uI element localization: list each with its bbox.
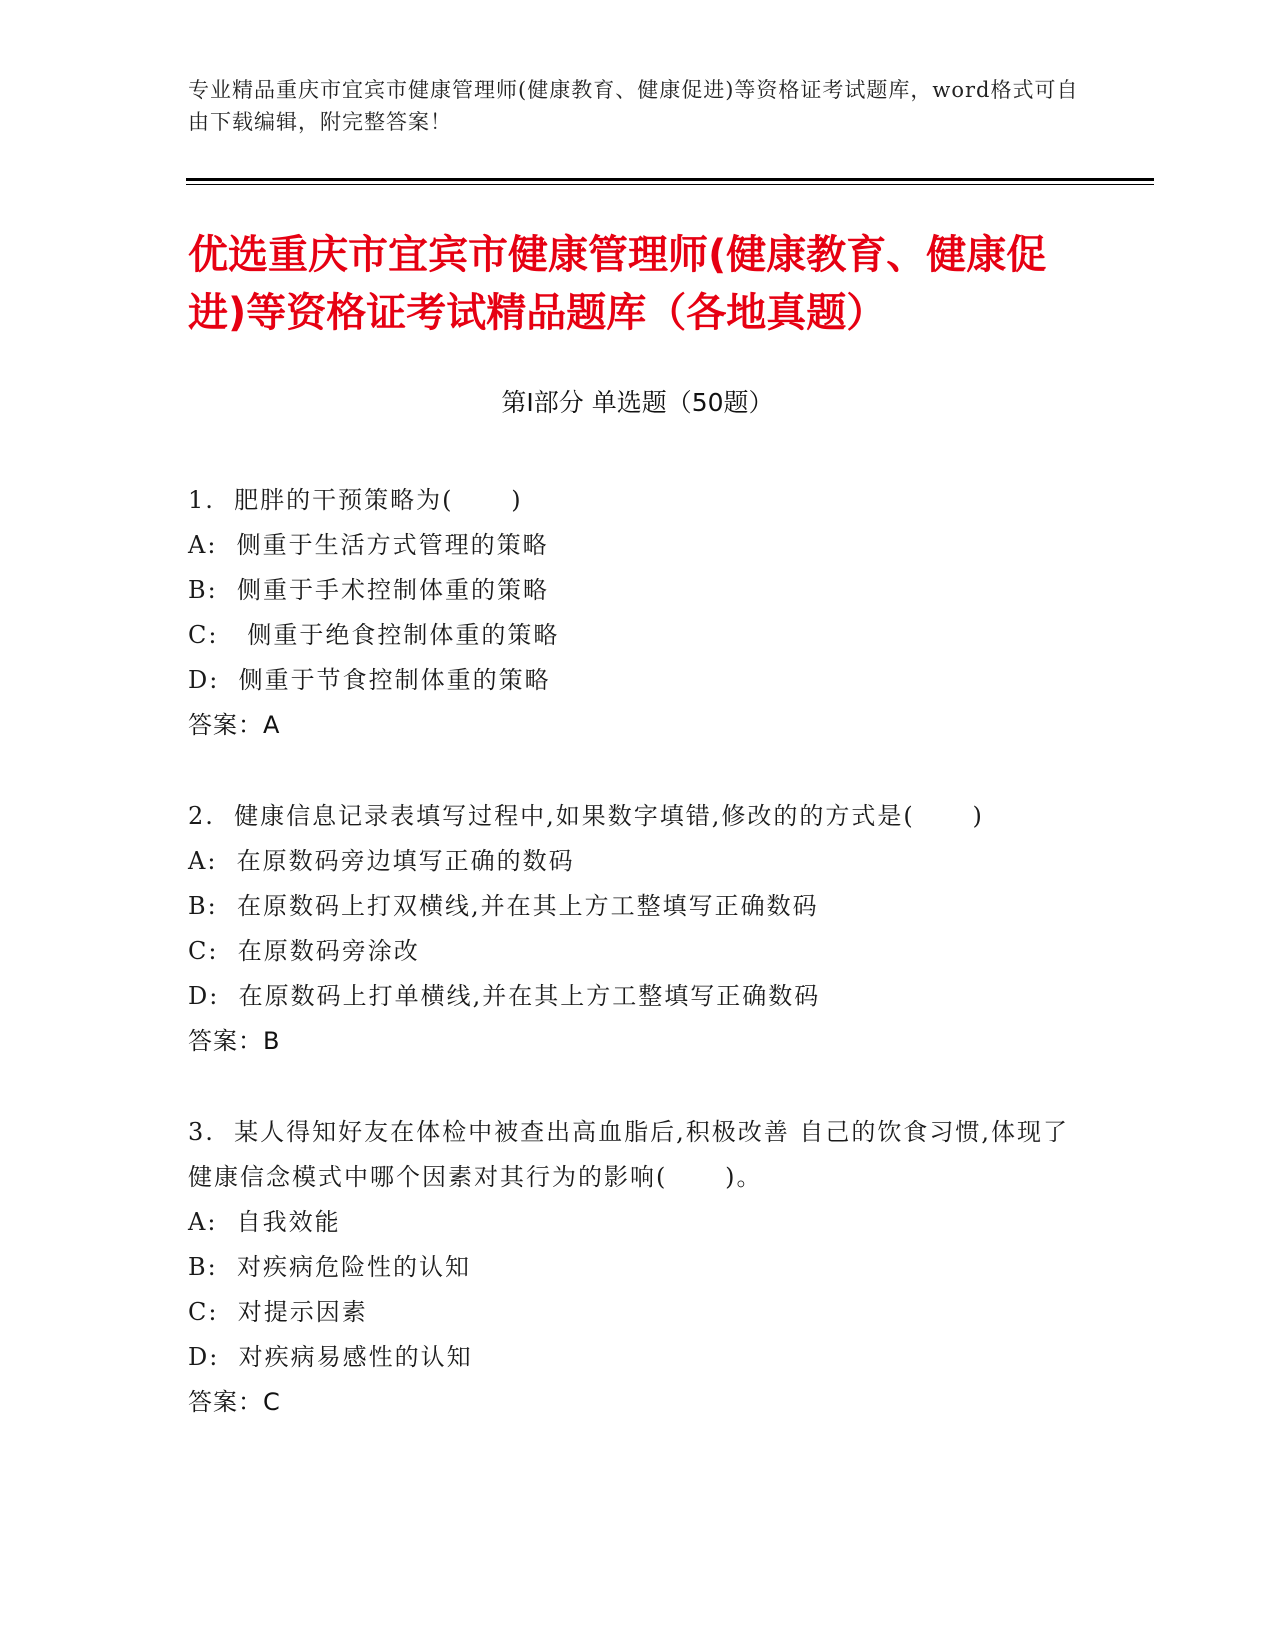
question-list [188, 478, 1088, 1471]
option-c: C: 侧重于绝食控制体重的策略 [188, 621, 560, 649]
question-stem: 2. 健康信息记录表填写过程中,如果数字填错,修改的的方式是( ) [188, 802, 984, 830]
answer-text: 答案：A [188, 711, 281, 739]
option-b: B: 对疾病危险性的认知 [188, 1253, 471, 1281]
question-stem: 3. 某人得知好友在体检中被查出高血脂后,积极改善 自己的饮食习惯,体现了健康信念模式中哪个因素对其行为的影响( )。 [188, 1118, 1070, 1191]
option-c: C: 对提示因素 [188, 1298, 368, 1326]
question-2 [188, 794, 1088, 1064]
option-d: D: 在原数码上打单横线,并在其上方工整填写正确数码 [188, 982, 821, 1010]
option-b: B: 在原数码上打双横线,并在其上方工整填写正确数码 [188, 892, 819, 920]
option-c: C: 在原数码旁涂改 [188, 937, 420, 965]
option-b: B: 侧重于手术控制体重的策略 [188, 576, 549, 604]
answer-text: 答案：B [188, 1027, 281, 1055]
answer-text: 答案：C [188, 1388, 281, 1416]
section-title: 第Ⅰ部分 单选题（50题） [501, 388, 774, 417]
question-1 [188, 478, 1088, 748]
question-stem: 1. 肥胖的干预策略为( ) [188, 486, 523, 514]
option-d: D: 对疾病易感性的认知 [188, 1343, 473, 1371]
header-rule-thin [186, 184, 1154, 185]
header-note: 专业精品重庆市宜宾市健康管理师(健康教育、健康促进)等资格证考试题库，word格式可自由下载编辑，附完整答案！ [188, 78, 1079, 134]
option-d: D: 侧重于节食控制体重的策略 [188, 666, 551, 694]
document-title: 优选重庆市宜宾市健康管理师(健康教育、健康促进)等资格证考试精品题库（各地真题） [188, 232, 1047, 336]
option-a: A: 侧重于生活方式管理的策略 [188, 531, 549, 559]
question-3 [188, 1110, 1088, 1425]
header-rule-thick [186, 178, 1154, 181]
option-a: A: 在原数码旁边填写正确的数码 [188, 847, 575, 875]
option-a: A: 自我效能 [188, 1208, 341, 1236]
